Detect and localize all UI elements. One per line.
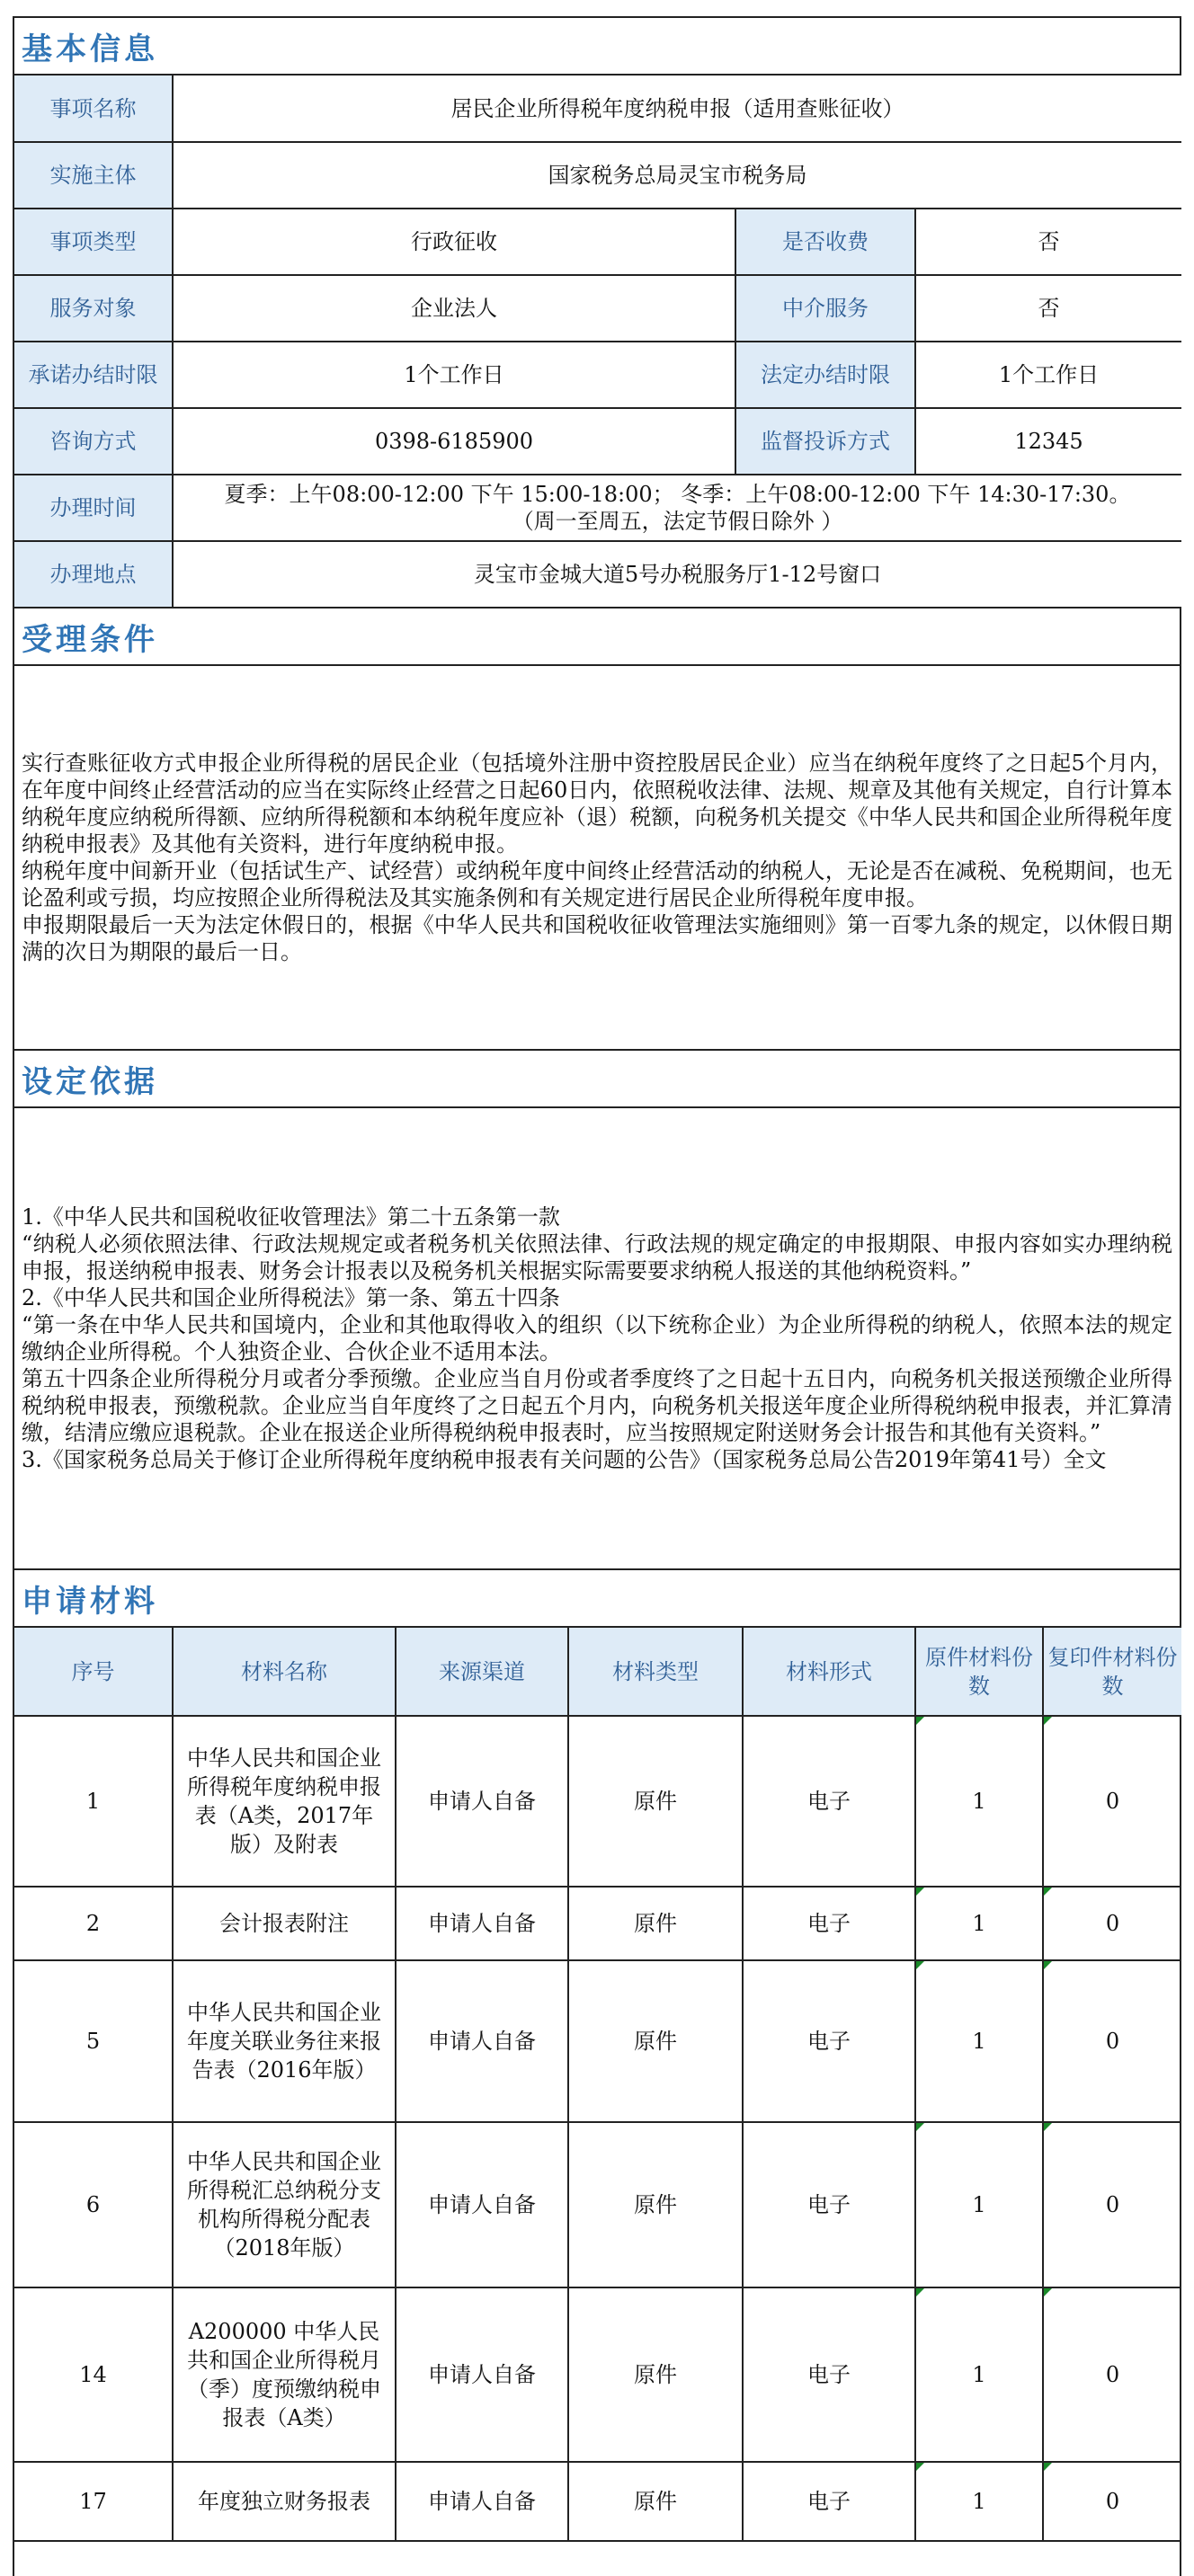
basis-line: “纳税人必须依照法律、行政法规规定或者税务机关依照法律、行政法规的规定确定的申报期限、申报内容如实办理纳税申报，报送纳税申报表、财务会计报表以及税务机关根据实际需要要求纳税人报送的其他纳税资料。” [22,1231,1172,1284]
item-name-value: 居民企业所得税年度纳税申报（适用查账征收） [173,76,1181,142]
target-value: 企业法人 [173,275,735,342]
hours-line-2: （周一至周五，法定节假日除外 ） [512,509,843,534]
place-value: 灵宝市金城大道5号办税服务厅1-12号窗口 [173,541,1181,608]
type-label: 事项类型 [14,209,173,275]
row-type: 原件 [568,2462,743,2541]
row-orig: 1 [915,1716,1043,1887]
basis-line: 1.《中华人民共和国税收征收管理法》第二十五条第一款 [22,1204,560,1230]
hours-value [173,475,1181,541]
row-orig: 1 [915,1960,1043,2122]
materials-table [14,1628,1181,2542]
table-row [14,1960,1181,2122]
consult-label: 咨询方式 [14,408,173,475]
row-copy: 0 [1043,1960,1181,2122]
hours-label: 办理时间 [14,475,173,541]
basic-info-table [14,76,1181,608]
row-no: 6 [14,2122,173,2287]
section-title-basic-info: 基本信息 [14,18,1180,76]
row-copy: 0 [1043,2462,1181,2541]
promised-time-value: 1个工作日 [173,342,735,408]
conditions-text [14,666,1180,1051]
col-header-orig: 原件材料份数 [915,1628,1043,1716]
row-source: 申请人自备 [396,2287,568,2462]
target-label: 服务对象 [14,275,173,342]
fee-label: 是否收费 [735,209,915,275]
row-source: 申请人自备 [396,1887,568,1960]
row-type: 原件 [568,2122,743,2287]
table-row [14,2287,1181,2462]
place-label: 办理地点 [14,541,173,608]
col-header-source: 来源渠道 [396,1628,568,1716]
row-no: 2 [14,1887,173,1960]
col-header-type: 材料类型 [568,1628,743,1716]
col-header-form: 材料形式 [743,1628,915,1716]
condition-paragraph: 实行查账征收方式申报企业所得税的居民企业（包括境外注册中资控股居民企业）应当在纳税年度终了之日起5个月内，在年度中间终止经营活动的应当在实际终止经营之日起60日内，依照税收法律、法规、规章及其他有关规定，自行计算本纳税年度应纳税所得额、应纳所得税额和本纳税年度应补（退）税额，向税务机关提交《中华人民共和国企业所得税年度纳税申报表》及其他有关资料，进行年度纳税申报。 [22,751,1172,857]
row-name: 中华人民共和国企业所得税年度纳税申报表（A类，2017年版）及附表 [173,1716,396,1887]
row-form: 电子 [743,2122,915,2287]
col-header-no: 序号 [14,1628,173,1716]
basis-line: 第五十四条企业所得税分月或者分季预缴。企业应当自月份或者季度终了之日起十五日内，向税务机关报送预缴企业所得税纳税申报表，预缴税款。企业应当自年度终了之日起五个月内，向税务机关报送年度企业所得税纳税申报表，并汇算清缴，结清应缴应退税款。企业在报送企业所得税纳税申报表时，应当按照规定附送财务会计报告和其他有关资料。” [22,1366,1172,1445]
table-row [14,1887,1181,1960]
row-no: 1 [14,1716,173,1887]
complaint-phone: 12345 [915,408,1181,475]
promised-time-label: 承诺办结时限 [14,342,173,408]
row-form: 电子 [743,1716,915,1887]
col-header-copy: 复印件材料份数 [1043,1628,1181,1716]
row-form: 电子 [743,2462,915,2541]
item-name-label: 事项名称 [14,76,173,142]
section-title-materials: 申请材料 [14,1570,1180,1628]
service-guide-sheet [13,16,1181,2576]
row-source: 申请人自备 [396,1960,568,2122]
row-name: 年度独立财务报表 [173,2462,396,2541]
col-header-name: 材料名称 [173,1628,396,1716]
condition-paragraph: 申报期限最后一天为法定休假日的，根据《中华人民共和国税收征收管理法实施细则》第一百零九条的规定，以休假日期满的次日为期限的最后一日。 [22,912,1172,964]
section-title-basis: 设定依据 [14,1051,1180,1108]
hours-line-1: 夏季：上午08:00-12:00 下午 15:00-18:00； 冬季：上午08:00-12:00 下午 14:30-17:30。 [224,482,1131,507]
table-row [14,2122,1181,2287]
subject-label: 实施主体 [14,142,173,209]
row-copy: 0 [1043,2287,1181,2462]
row-type: 原件 [568,1716,743,1887]
consult-phone: 0398-6185900 [173,408,735,475]
section-title-conditions: 受理条件 [14,608,1180,666]
row-form: 电子 [743,1960,915,2122]
row-source: 申请人自备 [396,1716,568,1887]
row-name: 会计报表附注 [173,1887,396,1960]
row-type: 原件 [568,1960,743,2122]
row-orig: 1 [915,2287,1043,2462]
row-source: 申请人自备 [396,2462,568,2541]
row-name: A200000 中华人民共和国企业所得税月（季）度预缴纳税申报表（A类） [173,2287,396,2462]
condition-paragraph: 纳税年度中间新开业（包括试生产、试经营）或纳税年度中间终止经营活动的纳税人，无论是否在减税、免税期间，也无论盈利或亏损，均应按照企业所得税法及其实施条例和有关规定进行居民企业所得税年度申报。 [22,858,1172,910]
row-orig: 1 [915,2122,1043,2287]
row-no: 17 [14,2462,173,2541]
row-name: 中华人民共和国企业所得税汇总纳税分支机构所得税分配表（2018年版） [173,2122,396,2287]
fee-value: 否 [915,209,1181,275]
agency-value: 否 [915,275,1181,342]
row-no: 5 [14,1960,173,2122]
row-copy: 0 [1043,1716,1181,1887]
row-orig: 1 [915,1887,1043,1960]
row-orig: 1 [915,2462,1043,2541]
basis-text [14,1108,1180,1570]
type-value: 行政征收 [173,209,735,275]
row-name: 中华人民共和国企业年度关联业务往来报告表（2016年版） [173,1960,396,2122]
legal-time-label: 法定办结时限 [735,342,915,408]
table-row [14,1716,1181,1887]
basis-line: “第一条在中华人民共和国境内，企业和其他取得收入的组织（以下统称企业）为企业所得税的纳税人，依照本法的规定缴纳企业所得税。个人独资企业、合伙企业不适用本法。 [22,1312,1172,1364]
agency-label: 中介服务 [735,275,915,342]
basis-line: 3.《国家税务总局关于修订企业所得税年度纳税申报表有关问题的公告》（国家税务总局公告2019年第41号）全文 [22,1447,1107,1472]
row-form: 电子 [743,1887,915,1960]
row-type: 原件 [568,1887,743,1960]
complaint-label: 监督投诉方式 [735,408,915,475]
subject-value: 国家税务总局灵宝市税务局 [173,142,1181,209]
row-type: 原件 [568,2287,743,2462]
row-form: 电子 [743,2287,915,2462]
legal-time-value: 1个工作日 [915,342,1181,408]
row-copy: 0 [1043,1887,1181,1960]
row-source: 申请人自备 [396,2122,568,2287]
row-copy: 0 [1043,2122,1181,2287]
row-no: 14 [14,2287,173,2462]
basis-line: 2.《中华人民共和国企业所得税法》第一条、第五十四条 [22,1285,560,1310]
table-row [14,2462,1181,2541]
